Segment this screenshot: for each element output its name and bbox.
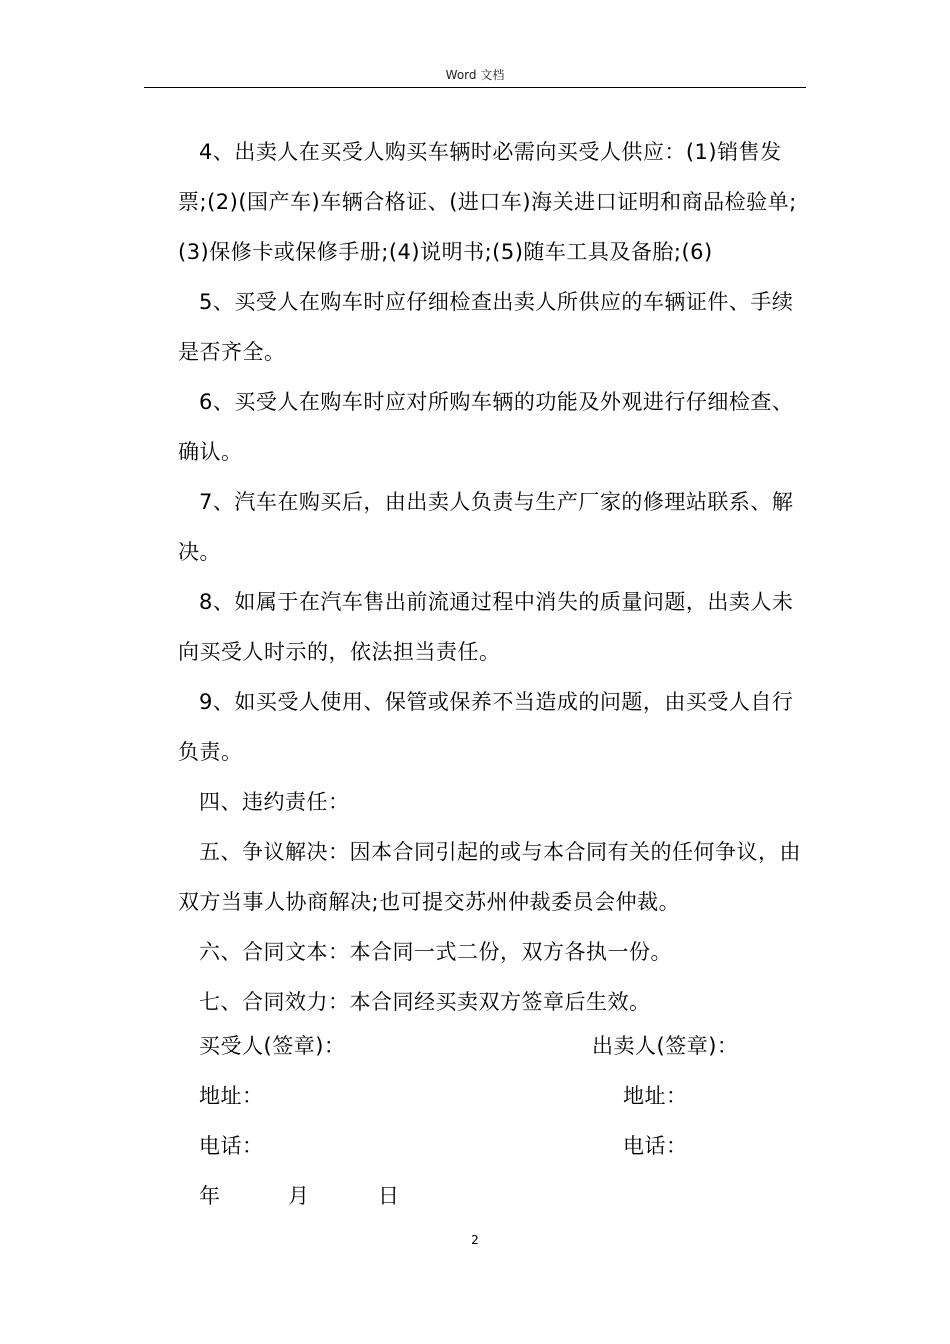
header-divider [144, 87, 806, 88]
date-month-label: 月 [288, 1184, 309, 1208]
section-contract-effect: 七、合同效力：本合同经买卖双方签章后生效。 [199, 990, 651, 1014]
clause-4-paragraph: 4、出卖人在买受人购买车辆时必需向买受人供应：(1)销售发票;(2)(国产车)车辆合格证、(进口车)海关进口证明和商品检验单;(3)保修卡或保修手册;(4)说明书;(5)随车工具及备胎;(6) [178, 140, 797, 264]
document-body [178, 127, 810, 1027]
seller-address-label: 地址： [623, 1084, 688, 1108]
clause-5-paragraph: 5、买受人在购车时应仔细检查出卖人所供应的车辆证件、手续是否齐全。 [178, 290, 794, 364]
document-header-title: Word 文档 [445, 68, 505, 82]
clause-6-paragraph: 6、买受人在购车时应对所购车辆的功能及外观进行仔细检查、确认。 [178, 390, 794, 464]
clause-7-paragraph: 7、汽车在购买后，由出卖人负责与生产厂家的修理站联系、解决。 [178, 490, 794, 564]
section-contract-copies: 六、合同文本：本合同一式二份，双方各执一份。 [199, 940, 672, 964]
section-breach-liability: 四、违约责任： [199, 790, 350, 814]
seller-signature-label: 出卖人(签章)： [592, 1034, 739, 1058]
date-day-label: 日 [378, 1184, 399, 1208]
clause-8-paragraph: 8、如属于在汽车售出前流通过程中消失的质量问题，出卖人未向买受人时示的，依法担当责任。 [178, 590, 794, 664]
section-dispute-resolution: 五、争议解决：因本合同引起的或与本合同有关的任何争议，由双方当事人协商解决;也可提交苏州仲裁委员会仲裁。 [178, 840, 801, 914]
buyer-phone-label: 电话： [199, 1134, 264, 1158]
buyer-address-label: 地址： [199, 1084, 264, 1108]
buyer-signature-label: 买受人(签章)： [199, 1034, 346, 1058]
seller-phone-label: 电话： [623, 1134, 688, 1158]
date-year-label: 年 [199, 1184, 220, 1208]
page-number: 2 [471, 1233, 479, 1247]
clause-9-paragraph: 9、如买受人使用、保管或保养不当造成的问题，由买受人自行负责。 [178, 690, 794, 764]
